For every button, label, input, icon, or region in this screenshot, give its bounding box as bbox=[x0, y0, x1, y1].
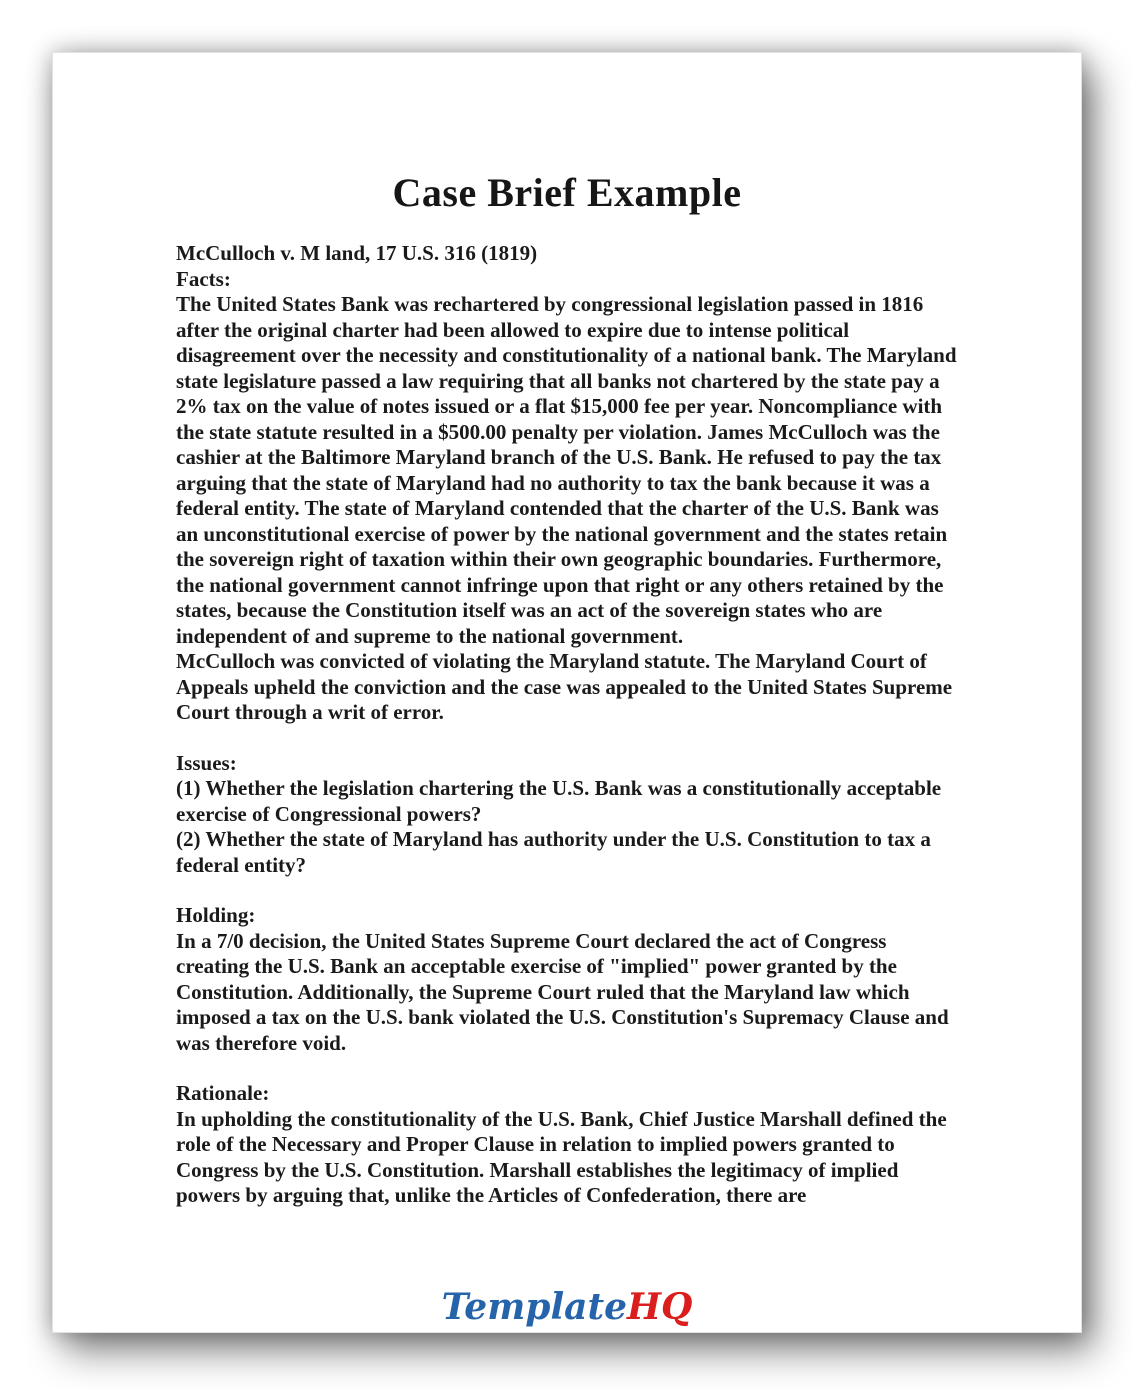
holding-paragraph: In a 7/0 decision, the United States Supreme Court declared the act of Congress creating the U.S. Bank an acceptable exercise of "implied" power granted by the Constitution. Additionally, the Supreme Court ruled that the Maryland law which imposed a tax on the U.S. bank violated the U.S. Constitution's Supremacy Clause and was therefore void. bbox=[176, 928, 949, 1055]
logo-text-hq: HQ bbox=[627, 1286, 693, 1328]
templatehq-logo bbox=[53, 1284, 1081, 1330]
issues-paragraph-1: (1) Whether the legislation chartering the U.S. Bank was a constitutionally acceptable exercise of Congressional powers? bbox=[176, 776, 942, 826]
logo-text-template: Template bbox=[441, 1286, 627, 1328]
facts-paragraph-2: McCulloch was convicted of violating the Maryland statute. The Maryland Court of Appeals upheld the conviction and the case was appealed to the United States Supreme Court through a writ of error. bbox=[176, 649, 953, 724]
case-caption: McCulloch v. M land, 17 U.S. 316 (1819) bbox=[176, 241, 538, 265]
section-heading-rationale: Rationale: bbox=[176, 1081, 270, 1105]
facts-paragraph-1: The United States Bank was rechartered by congressional legislation passed in 1816 after the original charter had been allowed to expire due to intense political disagreement over the necessity and constitutionality of a national bank. The Maryland state legislature passed a law requiring that all banks not chartered by the state pay a 2% tax on the value of notes issued or a flat $15,000 fee per year. Noncompliance with the state statute resulted in a $500.00 penalty per violation. James McCulloch was the cashier at the Baltimore Maryland branch of the U.S. Bank. He refused to pay the tax arguing that the state of Maryland had no authority to tax the bank because it was a federal entity. The state of Maryland contended that the charter of the U.S. Bank was an unconstitutional exercise of power by the national government and the states retain the sovereign right of taxation within their own geographic boundaries. Furthermore, the national government cannot infringe upon that right or any others retained by the states, because the Constitution itself was an act of the sovereign states who are independent of and supreme to the national government. bbox=[176, 292, 957, 648]
rationale-paragraph: In upholding the constitutionality of the U.S. Bank, Chief Justice Marshall defined the role of the Necessary and Proper Clause in relation to implied powers granted to Congress by the U.S. Constitution. Marshall establishes the legitimacy of implied powers by arguing that, unlike the Articles of Confederation, there are bbox=[176, 1106, 947, 1207]
section-facts bbox=[176, 267, 957, 726]
document-page bbox=[52, 52, 1082, 1333]
document-body bbox=[53, 241, 1081, 1209]
section-heading-issues: Issues: bbox=[176, 750, 237, 775]
section-rationale bbox=[176, 1081, 957, 1209]
section-holding bbox=[176, 903, 957, 1056]
section-issues bbox=[176, 751, 957, 879]
section-heading-facts: Facts: bbox=[176, 266, 231, 291]
page-title: Case Brief Example bbox=[392, 170, 742, 215]
section-heading-holding: Holding: bbox=[176, 903, 256, 927]
issues-paragraph-2: (2) Whether the state of Maryland has authority under the U.S. Constitution to tax a federal entity? bbox=[176, 827, 931, 877]
